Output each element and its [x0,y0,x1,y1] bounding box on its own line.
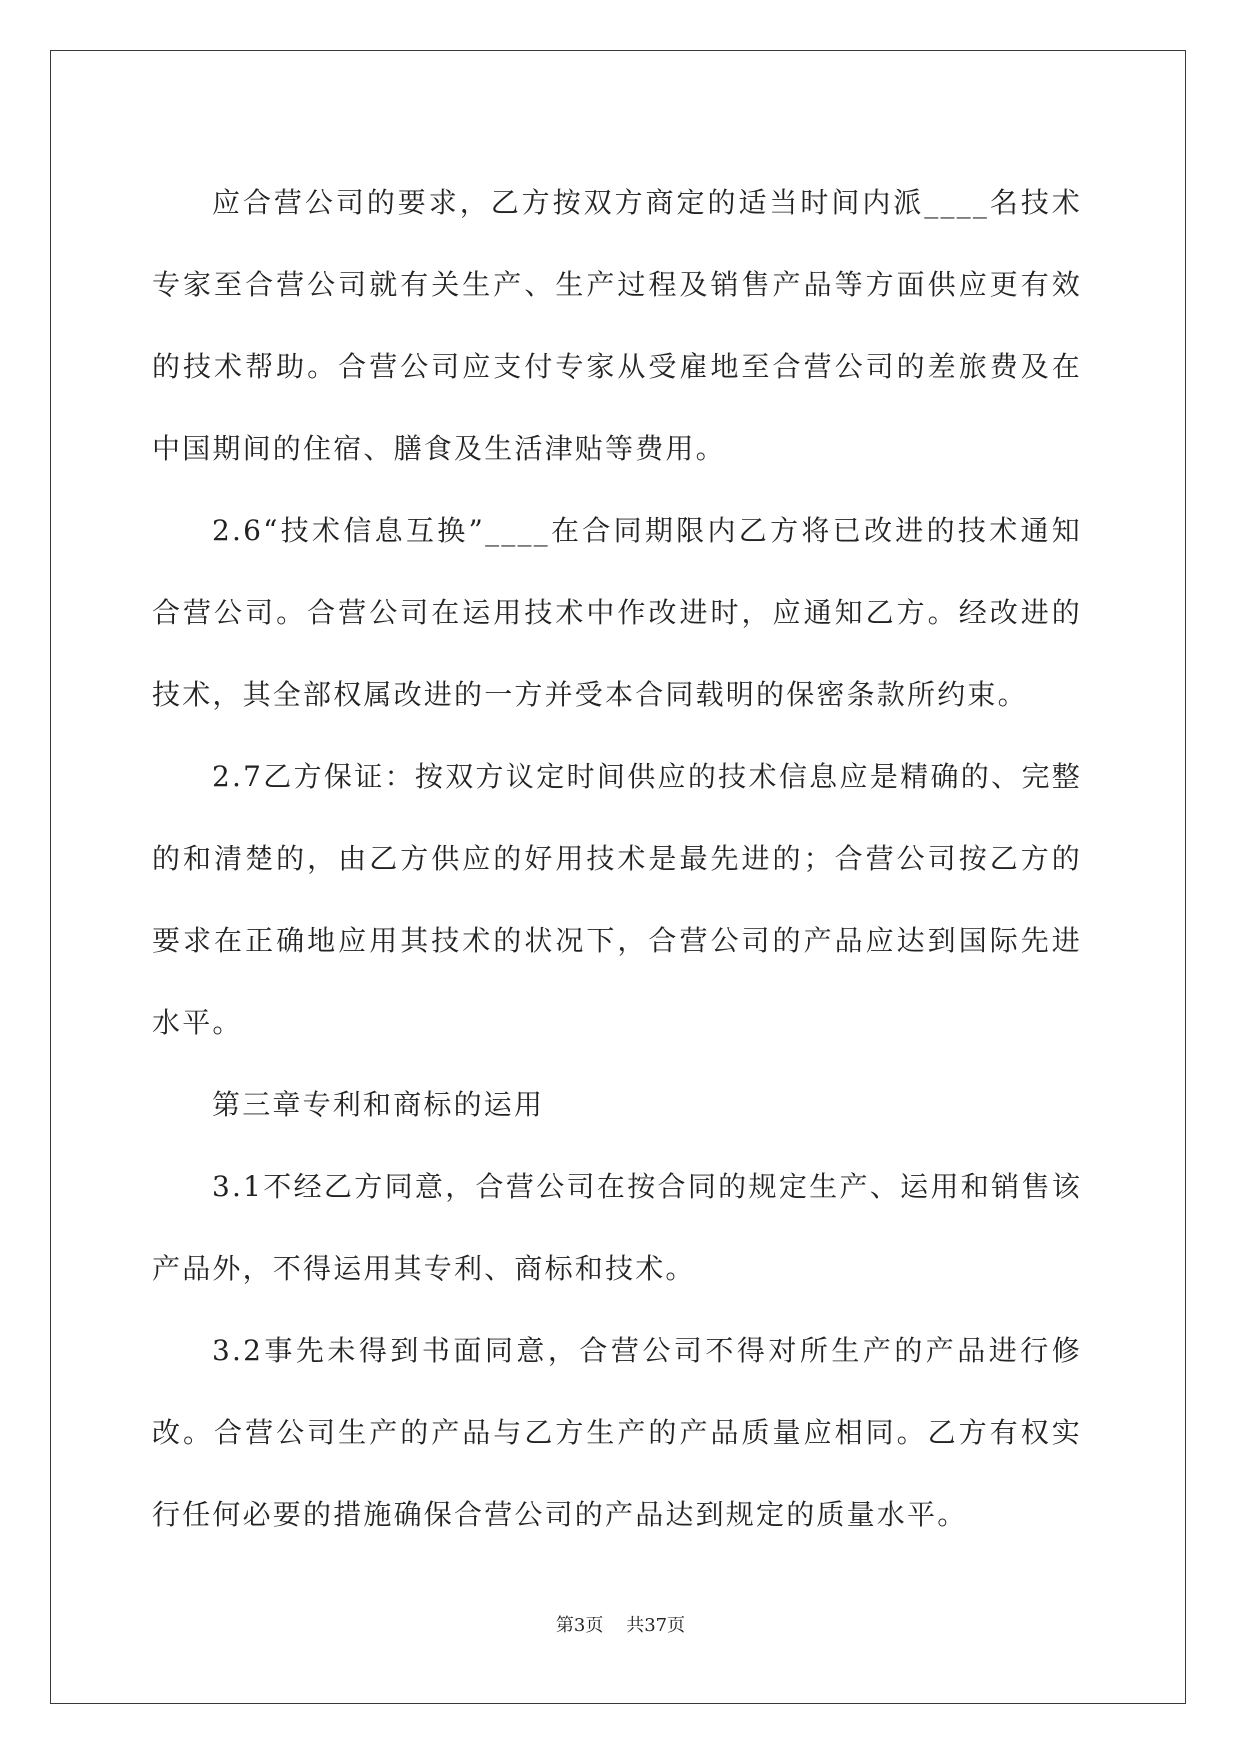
total-page-count: 共37页 [626,1615,686,1636]
paragraph-3-2: 3.2事先未得到书面同意，合营公司不得对所生产的产品进行修改。合营公司生产的产品与乙方生产的产品质量应相同。乙方有权实行任何必要的措施确保合营公司的产品达到规定的质量水平。 [152,1334,1082,1531]
current-page-number: 第3页 [555,1615,604,1636]
paragraph-3-1: 3.1不经乙方同意，合营公司在按合同的规定生产、运用和销售该产品外，不得运用其专利、商标和技术。 [152,1170,1082,1285]
document-body [152,162,1082,1556]
page-footer [0,1611,1241,1637]
paragraph-2-7: 2.7乙方保证：按双方议定时间供应的技术信息应是精确的、完整的和清楚的，由乙方供应的好用技术是最先进的；合营公司按乙方的要求在正确地应用其技术的状况下，合营公司的产品应达到国际先进水平。 [152,760,1082,1039]
chapter-3-heading: 第三章专利和商标的运用 [212,1088,545,1121]
paragraph-expert-dispatch: 应合营公司的要求，乙方按双方商定的适当时间内派____名技术专家至合营公司就有关生产、生产过程及销售产品等方面供应更有效的技术帮助。合营公司应支付专家从受雇地至合营公司的差旅费及在中国期间的住宿、膳食及生活津贴等费用。 [152,186,1082,465]
paragraph-2-6: 2.6“技术信息互换”____在合同期限内乙方将已改进的技术通知合营公司。合营公司在运用技术中作改进时，应通知乙方。经改进的技术，其全部权属改进的一方并受本合同载明的保密条款所约束。 [152,514,1082,711]
